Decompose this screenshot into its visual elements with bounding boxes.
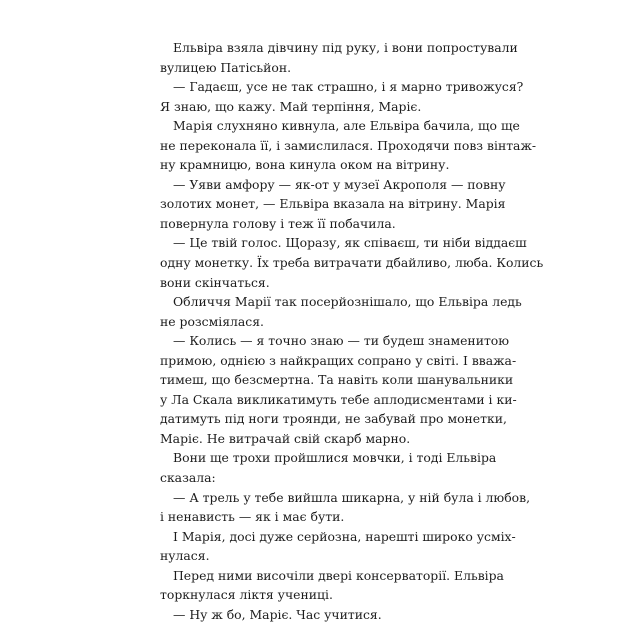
- text-line: ну крамницю, вона кинула оком на вітрину.: [160, 157, 450, 173]
- text-line: — Уяви амфору — як-от у музеї Акрополя — повну: [173, 176, 506, 192]
- text-line: вулицею Патісьйон.: [160, 59, 292, 75]
- text-line: одну монетку. Їх треба витрачати дбайливо, люба. Колись: [160, 255, 544, 271]
- text-line: у Ла Скала викликатимуть тебе аплодисментами і ки-: [160, 391, 517, 407]
- text-line: золотих монет, — Ельвіра вказала на вітрину. Марія: [160, 196, 506, 212]
- text-line: не розсміялася.: [160, 313, 264, 329]
- text-line: вони скінчаться.: [160, 274, 270, 290]
- text-line: тимеш, що безсмертна. Та навіть коли шанувальники: [160, 372, 514, 388]
- text-line: Обличчя Марії так посерйознішало, що Ельвіра ледь: [173, 294, 522, 310]
- page-text: [160, 38, 544, 624]
- text-line: Я знаю, що кажу. Май терпіння, Маріє.: [160, 98, 422, 114]
- text-line: — Гадаєш, усе не так страшно, і я марно тривожуся?: [173, 79, 524, 95]
- text-line: — Колись — я точно знаю — ти будеш знаменитою: [173, 333, 510, 349]
- text-line: датимуть під ноги троянди, не забувай про монетки,: [160, 411, 507, 427]
- text-line: Ельвіра взяла дівчину під руку, і вони попростували: [173, 40, 518, 55]
- text-line: Вони ще трохи пройшлися мовчки, і тоді Ельвіра: [173, 450, 497, 466]
- text-line: і ненависть — як і має бути.: [160, 509, 345, 525]
- text-line: Маріє. Не витрачай свій скарб марно.: [160, 430, 411, 446]
- text-line: торкнулася ліктя учениці.: [160, 587, 333, 603]
- text-line: нулася.: [160, 548, 210, 564]
- text-line: — Ну ж бо, Маріє. Час учитися.: [173, 606, 382, 622]
- text-line: не переконала її, і замислилася. Проходячи повз вінтаж-: [160, 137, 537, 153]
- text-line: І Марія, досі дуже серйозна, нарешті широко усміх-: [173, 528, 516, 544]
- text-line: повернула голову і теж її побачила.: [160, 215, 396, 231]
- text-line: Перед ними височіли двері консерваторії. Ельвіра: [173, 567, 504, 583]
- text-line: — Це твій голос. Щоразу, як співаєш, ти ніби віддаєш: [173, 235, 527, 251]
- text-line: Марія слухняно кивнула, але Ельвіра бачила, що ще: [173, 118, 520, 134]
- text-line: примою, однією з найкращих сопрано у світі. І вважа-: [160, 352, 517, 368]
- text-line: сказала:: [160, 470, 216, 486]
- text-line: — А трель у тебе вийшла шикарна, у ній була і любов,: [173, 489, 531, 505]
